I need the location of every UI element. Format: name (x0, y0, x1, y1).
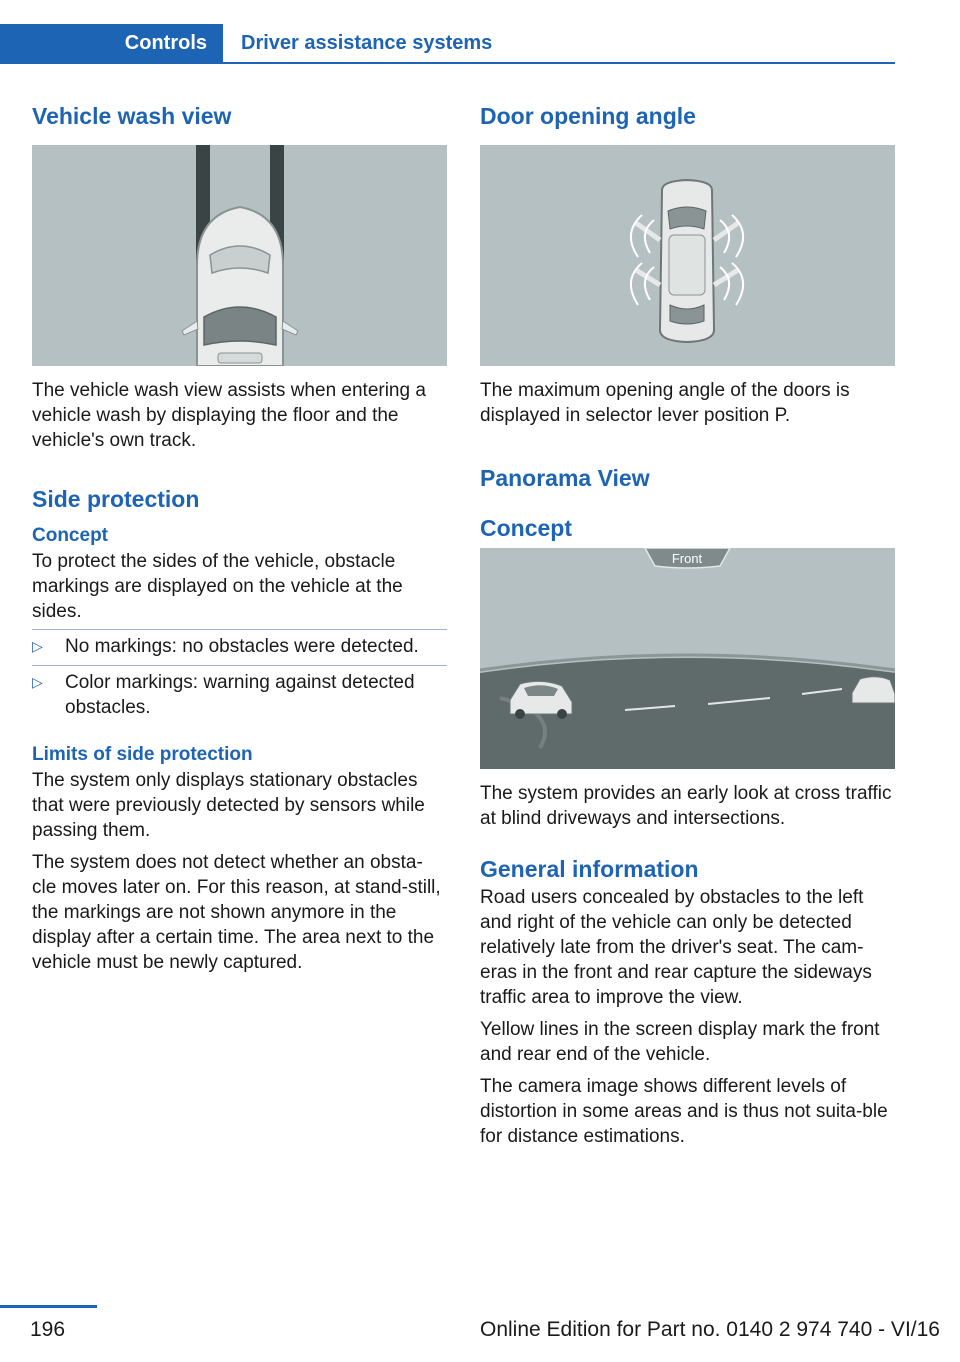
general-info-text-2: Yellow lines in the screen display mark the front and rear end of the vehicle. (480, 1019, 880, 1065)
general-info-text: Road users concealed by obstacles to the left and right of the vehicle can only be detected relatively late from the driver's seat. The cam‐eras in the front and rear capture the sideways traffic area to improve the view. (480, 887, 872, 1008)
left-column (32, 100, 447, 975)
section-tab: Controls (0, 24, 223, 62)
side-concept-text: To protect the sides of the vehicle, obstacle markings are displayed on the vehicle at the sides. (32, 551, 403, 622)
right-column (480, 100, 895, 1149)
side-bullet-list (32, 629, 447, 726)
limits-heading: Limits of side protection (32, 744, 253, 765)
list-item (32, 630, 447, 665)
door-angle-heading: Door opening angle (480, 103, 696, 129)
list-item-text: Color markings: warning against detected obstacles. (65, 672, 415, 718)
triangle-bullet-icon: ▷ (32, 638, 43, 654)
subsection-title: Driver assistance systems (241, 32, 493, 54)
door-angle-text: The maximum opening angle of the doors is displayed in selector lever position P. (480, 380, 850, 426)
front-label: Front (671, 551, 703, 566)
list-item (32, 666, 447, 726)
general-info-text-3: The camera image shows different levels of distortion in some areas and is thus not suita‐ble for distance estimations. (480, 1076, 888, 1147)
panorama-heading: Panorama View (480, 465, 650, 491)
page-number: 196 (30, 1318, 66, 1341)
list-item-text: No markings: no obstacles were detected. (65, 636, 419, 657)
side-protection-heading: Side protection (32, 486, 200, 512)
footer-rule (0, 1305, 97, 1308)
vehicle-wash-text: The vehicle wash view assists when entering a vehicle wash by displaying the floor and the vehicle's own track. (32, 380, 426, 451)
panorama-text: The system provides an early look at cross traffic at blind driveways and intersections. (480, 783, 892, 829)
edition-note: Online Edition for Part no. 0140 2 974 740 - VI/16 (480, 1318, 940, 1341)
door-angle-illustration (480, 145, 895, 366)
limits-text-2: The system does not detect whether an obsta‐cle moves later on. For this reason, at stand‐still, the markings are not shown anymore in the display after a certain time. The area next to the vehicle must be newly captured. (32, 852, 441, 973)
triangle-bullet-icon: ▷ (32, 674, 43, 690)
vehicle-wash-illustration (32, 145, 447, 366)
side-concept-heading: Concept (32, 525, 108, 546)
header-bar (0, 24, 895, 64)
vehicle-wash-heading: Vehicle wash view (32, 103, 232, 129)
general-info-heading: General information (480, 856, 699, 882)
panorama-concept-heading: Concept (480, 515, 572, 541)
panorama-view-illustration (480, 548, 895, 769)
limits-text: The system only displays stationary obstacles that were previously detected by sensors while passing them. (32, 770, 425, 841)
